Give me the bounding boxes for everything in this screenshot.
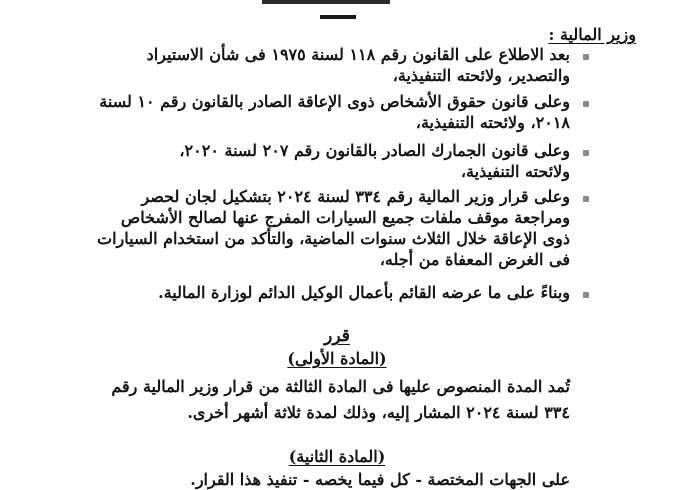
preamble-line: وبناءً على ما عرضه القائم بأعمال الوكيل الدائم لوزارة المالية. bbox=[158, 283, 570, 302]
preamble-line: وعلى قرار وزير المالية رقم ٣٣٤ لسنة ٢٠٢٤ بتشكيل لجان لحصر bbox=[141, 187, 570, 206]
article-2-line: على الجهات المختصة - كل فيما يخصه - تنفيذ هذا القرار. bbox=[190, 470, 570, 489]
article-2-title: (المادة الثانية) bbox=[288, 447, 386, 466]
article-1-title: (المادة الأولى) bbox=[287, 349, 387, 368]
header-dash bbox=[320, 15, 356, 19]
bullet-marker bbox=[583, 150, 589, 156]
bullet-marker bbox=[583, 54, 589, 60]
minister-heading: وزير المالية : bbox=[548, 25, 636, 44]
bullet-marker bbox=[583, 292, 589, 298]
bullet-marker bbox=[583, 196, 589, 202]
top-rule bbox=[262, 0, 390, 4]
preamble-line: ذوى الإعاقة خلال الثلاث سنوات الماضية، والتأكد من استخدام السيارات bbox=[97, 229, 570, 248]
preamble-line: وعلى قانون الجمارك الصادر بالقانون رقم ٢٠٧ لسنة ٢٠٢٠، bbox=[179, 141, 570, 160]
preamble-line: ومراجعة موقف ملفات جميع السيارات المفرج عنها لصالح الأشخاص bbox=[120, 208, 570, 227]
article-1-line: ٣٣٤ لسنة ٢٠٢٤ المشار إليه، وذلك لمدة ثلاثة أشهر أخرى. bbox=[187, 403, 570, 422]
article-1-line: تُمد المدة المنصوص عليها فى المادة الثالثة من قرار وزير المالية رقم bbox=[111, 377, 570, 396]
preamble-line: بعد الاطلاع على القانون رقم ١١٨ لسنة ١٩٧٥ فى شأن الاستيراد bbox=[146, 45, 570, 64]
preamble-line: ولائحته التنفيذية، bbox=[460, 162, 570, 181]
decision-label: قرر bbox=[324, 326, 350, 346]
preamble-line: والتصدير، ولائحته التنفيذية، bbox=[392, 66, 570, 85]
preamble-line: وعلى قانون حقوق الأشخاص ذوى الإعاقة الصادر بالقانون رقم ١٠ لسنة bbox=[99, 92, 570, 111]
preamble-line: ٢٠١٨، ولائحته التنفيذية، bbox=[415, 113, 570, 132]
bullet-marker bbox=[583, 101, 589, 107]
preamble-line: فى الغرض المعفاة من أجله، bbox=[379, 250, 570, 269]
